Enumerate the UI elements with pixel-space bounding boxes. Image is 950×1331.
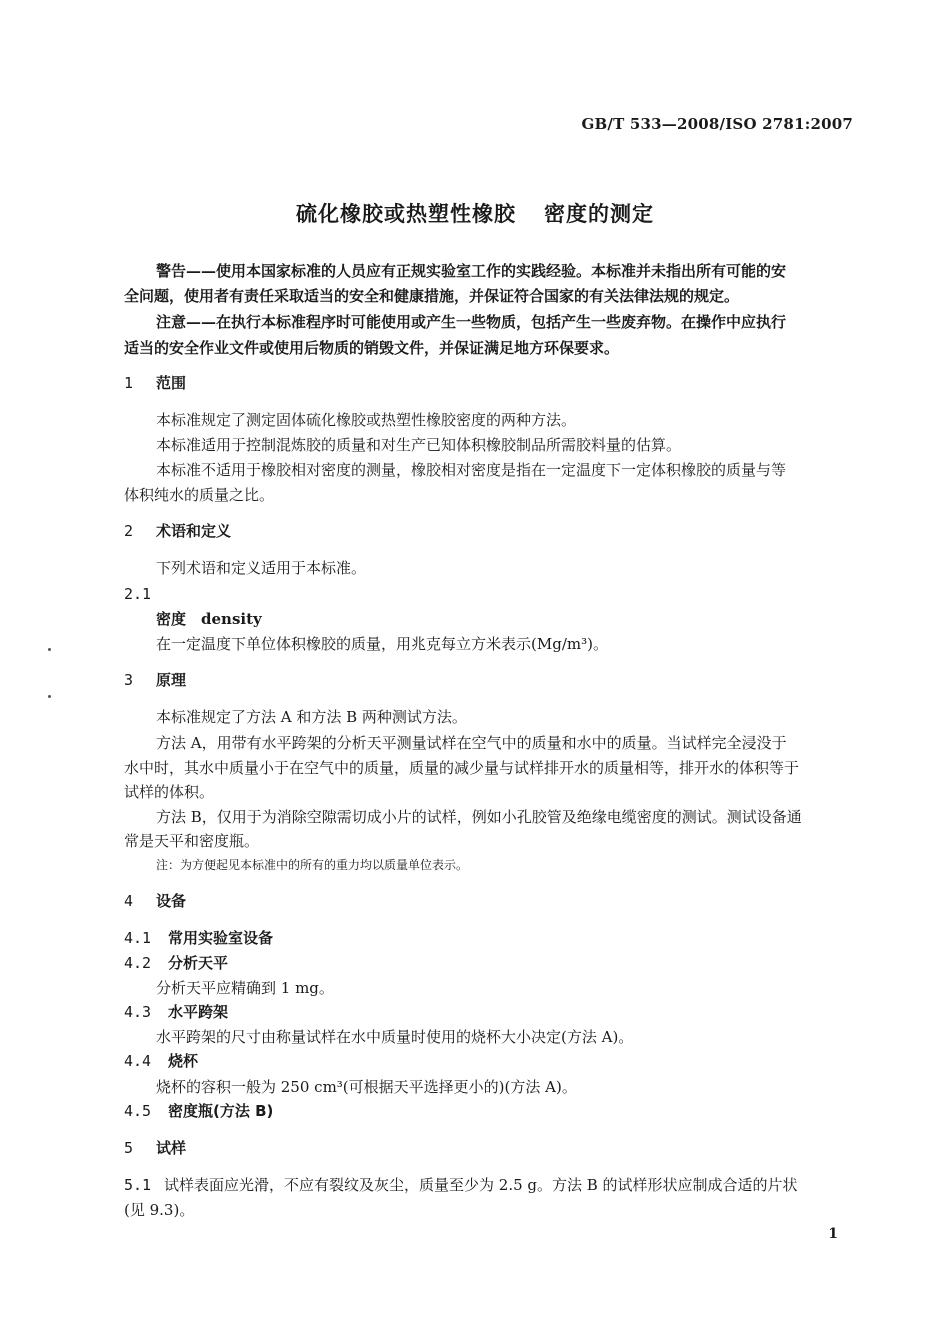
s2-paragraph-1: 下列术语和定义适用于本标准。 (156, 559, 367, 577)
section-title: 设备 (156, 892, 187, 910)
warning-line1: 警告——使用本国家标准的人员应有正规实验室工作的实践经验。本标准并未指出所有可能的安 (156, 262, 787, 280)
s5-1-text: 试样表面应光滑，不应有裂纹及灰尘，质量至少为 2.5 g。方法 B 的试样形状应制成合适的片状 (164, 1176, 798, 1194)
subsection-number: 4.1 (124, 929, 152, 947)
s4-4-text: 烧杯的容积一般为 250 cm³(可根据天平选择更小的)(方法 A)。 (156, 1078, 577, 1096)
section-title: 术语和定义 (156, 522, 232, 540)
subsection-title: 烧杯 (168, 1052, 199, 1070)
s3-note: 注：为方便起见本标准中的所有的重力均以质量单位表示。 (156, 858, 469, 872)
s5-1-line1 (124, 1173, 798, 1197)
s2-1-number: 2.1 (124, 585, 152, 603)
s1-paragraph-1: 本标准规定了测定固体硫化橡胶或热塑性橡胶密度的两种方法。 (156, 411, 577, 429)
section-number: 2 (124, 522, 134, 540)
margin-mark (48, 695, 51, 698)
subsection-title: 常用实验室设备 (168, 929, 274, 947)
section-title: 范围 (156, 374, 187, 392)
page-title (0, 198, 950, 228)
section-number: 5 (124, 1139, 134, 1157)
subsection-title: 分析天平 (168, 954, 229, 972)
margin-mark (48, 648, 51, 651)
subsection-4-1 (124, 927, 273, 948)
s4-2-text: 分析天平应精确到 1 mg。 (156, 979, 334, 997)
subsection-number: 4.2 (124, 954, 152, 972)
s1-paragraph-3-line1: 本标准不适用于橡胶相对密度的测量，橡胶相对密度是指在一定温度下一定体积橡胶的质量与等 (156, 461, 787, 479)
section-number: 1 (124, 374, 134, 392)
section-1-heading (124, 372, 186, 393)
s1-paragraph-3-line2: 体积纯水的质量之比。 (124, 486, 275, 504)
term-density: 密度 density (156, 610, 262, 628)
subsection-number: 4.3 (124, 1003, 152, 1021)
s3-paragraph-3-line1: 方法 B，仅用于为消除空隙需切成小片的试样，例如小孔胶管及绝缘电缆密度的测试。测试设备通 (156, 808, 802, 826)
title-part1: 硫化橡胶或热塑性橡胶 (296, 202, 516, 226)
s5-1-line2: (见 9.3)。 (124, 1201, 195, 1219)
term-definition: 在一定温度下单位体积橡胶的质量，用兆克每立方米表示(Mg/m³)。 (156, 635, 608, 653)
s1-paragraph-2: 本标准适用于控制混炼胶的质量和对生产已知体积橡胶制品所需胶料量的估算。 (156, 436, 682, 454)
s3-paragraph-3-line2: 常是天平和密度瓶。 (124, 832, 260, 850)
s3-paragraph-2-line1: 方法 A，用带有水平跨架的分析天平测量试样在空气中的质量和水中的质量。当试样完全浸没于 (156, 734, 787, 752)
section-title: 试样 (156, 1139, 187, 1157)
caution-line2: 适当的安全作业文件或使用后物质的销毁文件，并保证满足地方环保要求。 (124, 339, 620, 357)
section-3-heading (124, 669, 186, 690)
subsection-4-3 (124, 1001, 228, 1022)
subsection-4-5 (124, 1100, 273, 1121)
subsection-4-2 (124, 952, 228, 973)
caution-line1: 注意——在执行本标准程序时可能使用或产生一些物质，包括产生一些废弃物。在操作中应执行 (156, 313, 787, 331)
section-4-heading (124, 890, 186, 911)
subsection-title: 密度瓶(方法 B) (168, 1102, 274, 1120)
section-2-heading (124, 520, 231, 541)
section-5-heading (124, 1137, 186, 1158)
subsection-4-4 (124, 1050, 198, 1071)
title-part2: 密度的测定 (544, 202, 654, 226)
s3-paragraph-1: 本标准规定了方法 A 和方法 B 两种测试方法。 (156, 708, 467, 726)
standard-code: GB/T 533—2008/ISO 2781:2007 (581, 115, 853, 133)
section-number: 3 (124, 671, 134, 689)
subsection-number: 4.5 (124, 1102, 152, 1120)
warning-line2: 全问题，使用者有责任采取适当的安全和健康措施，并保证符合国家的有关法律法规的规定。 (124, 287, 740, 305)
page-number: 1 (828, 1226, 838, 1242)
section-number: 4 (124, 892, 134, 910)
s3-paragraph-2-line3: 试样的体积。 (124, 783, 215, 801)
subsection-title: 水平跨架 (168, 1003, 229, 1021)
section-title: 原理 (156, 671, 187, 689)
s4-3-text: 水平跨架的尺寸由称量试样在水中质量时使用的烧杯大小决定(方法 A)。 (156, 1028, 634, 1046)
s3-paragraph-2-line2: 水中时，其水中质量小于在空气中的质量，质量的减少量与试样排开水的质量相等，排开水的体积等于 (124, 759, 800, 777)
subsection-number: 4.4 (124, 1052, 152, 1070)
subsection-number: 5.1 (124, 1176, 152, 1194)
